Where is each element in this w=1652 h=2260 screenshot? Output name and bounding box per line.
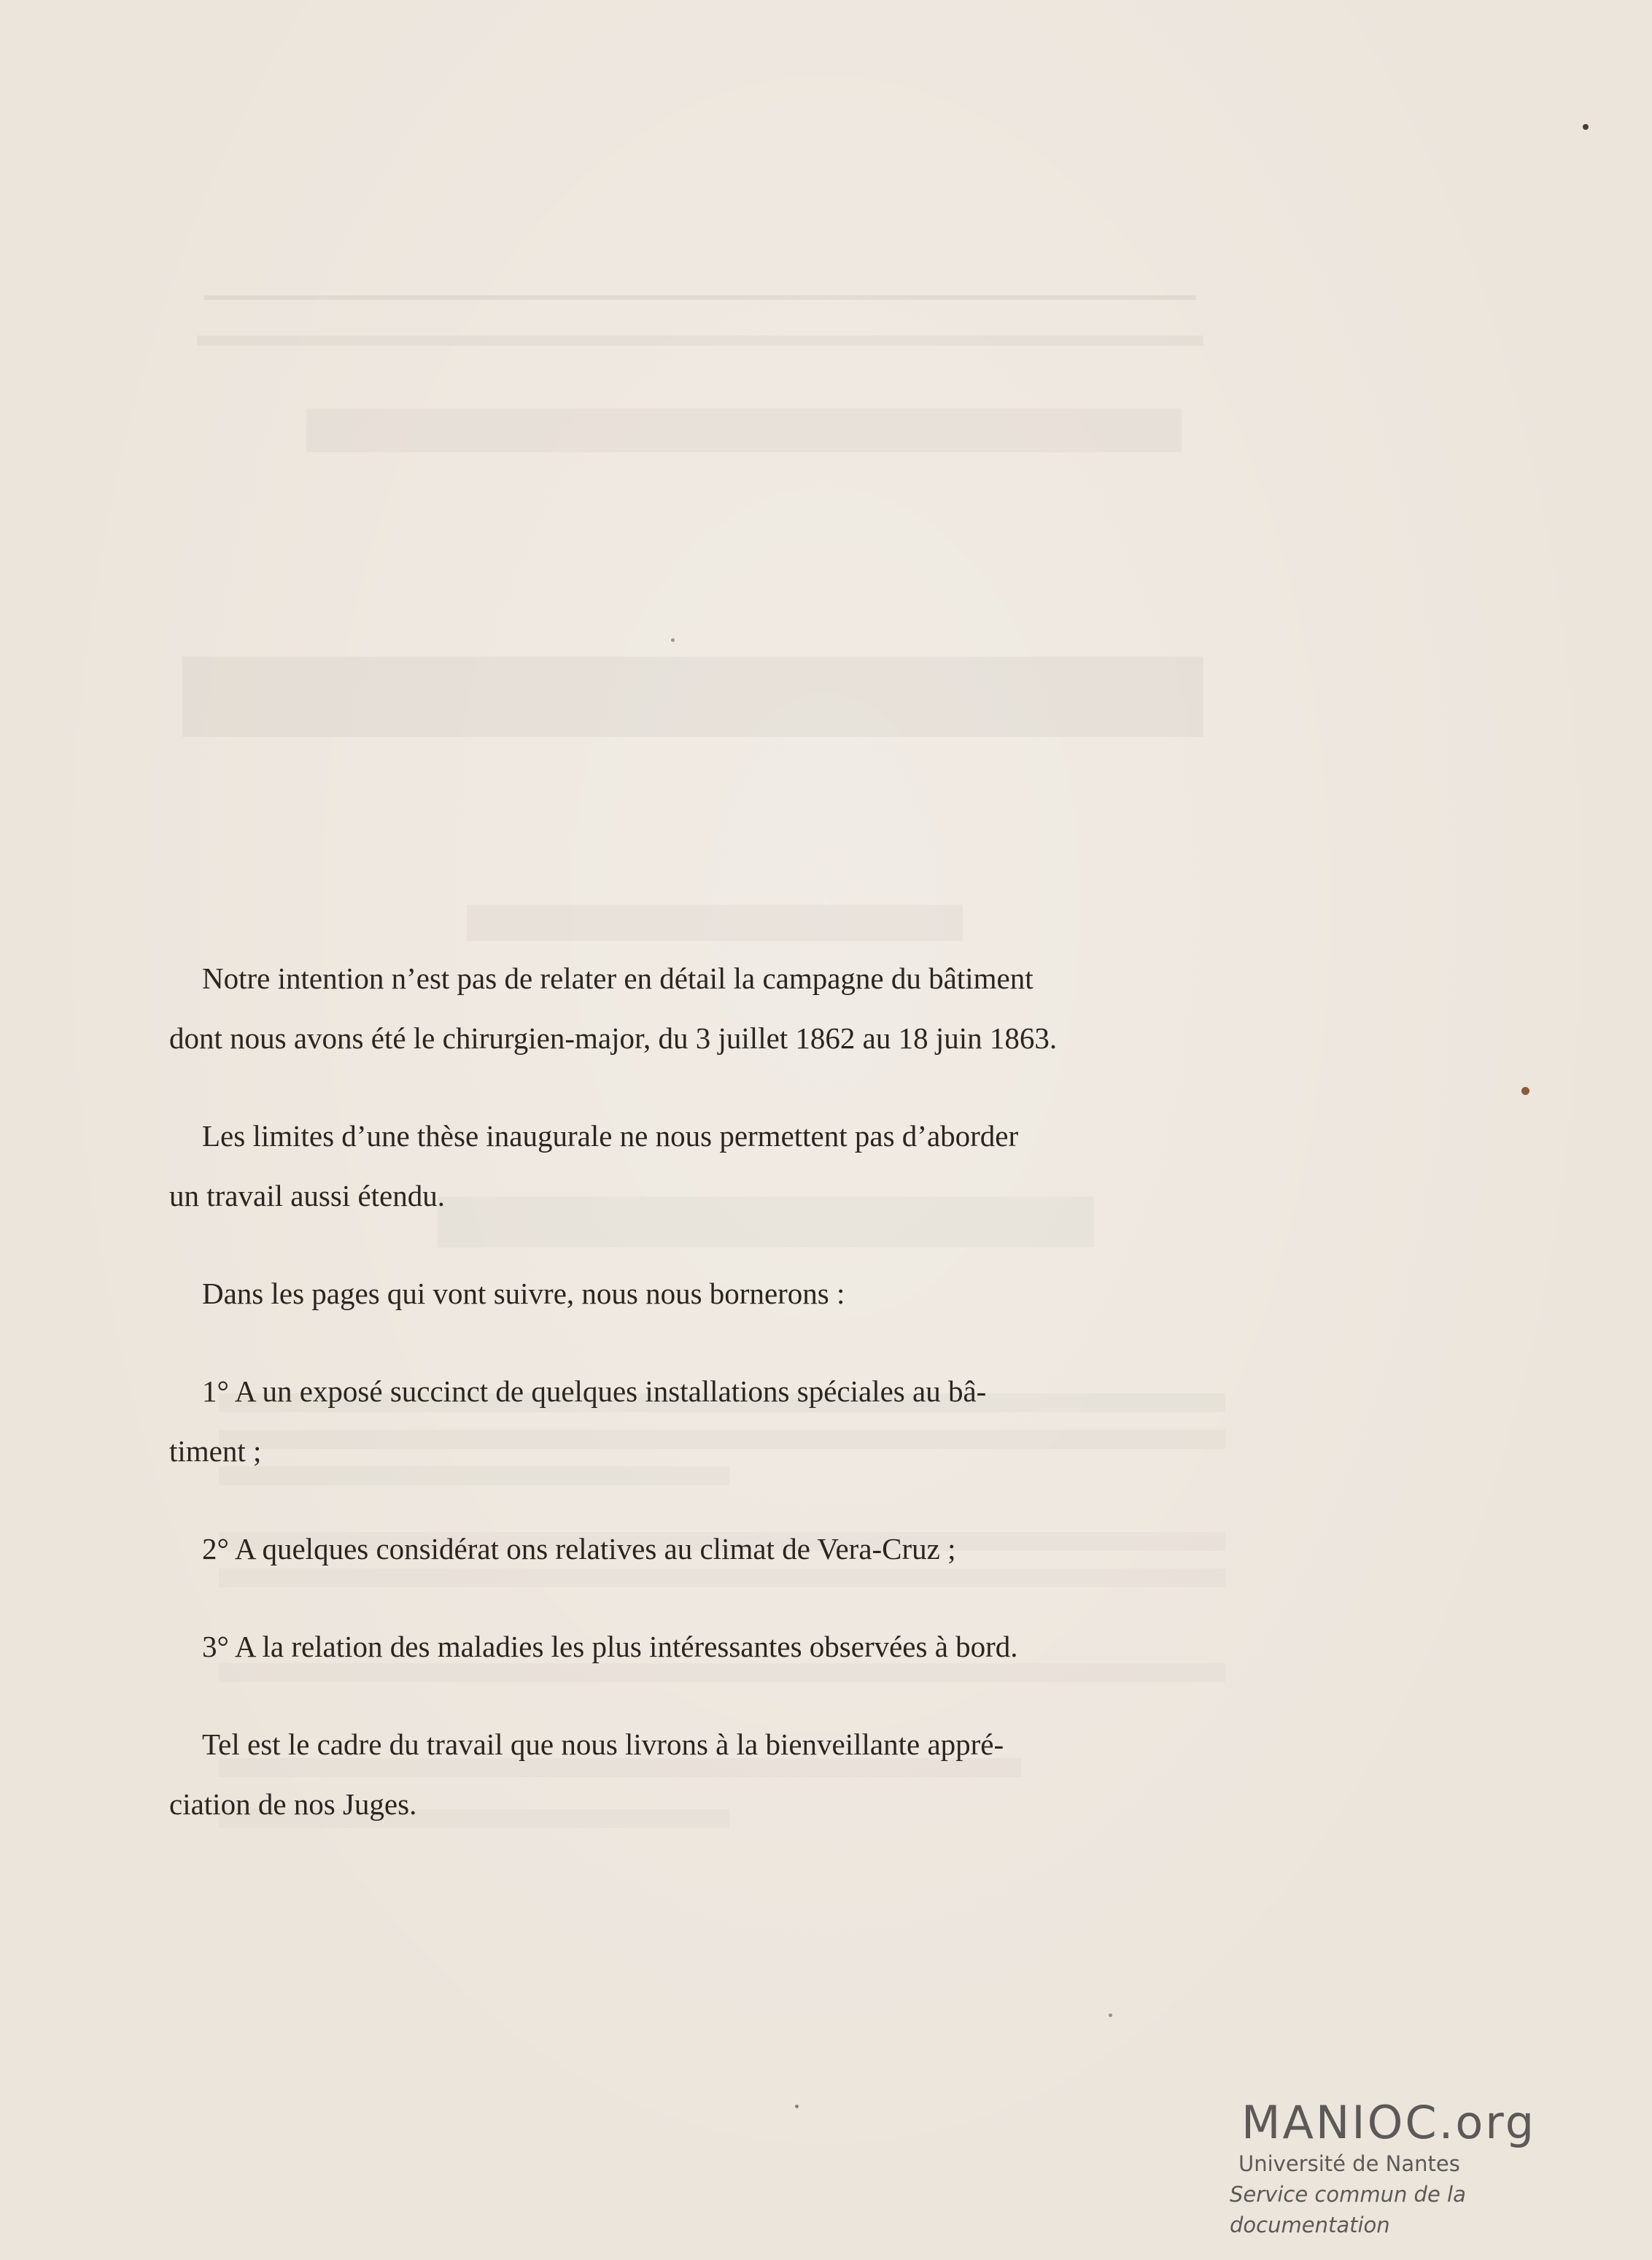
ghost-heading-band xyxy=(306,409,1182,452)
paper-speck xyxy=(1583,124,1589,130)
text-line: 1° A un exposé succinct de quelques installations spéciales au bâ- xyxy=(202,1374,987,1408)
ghost-heading-band xyxy=(182,657,1203,737)
list-item-2 xyxy=(169,1519,1205,1579)
list-item-3 xyxy=(169,1617,1205,1676)
paper-speck xyxy=(1521,1087,1529,1095)
paragraph-limits xyxy=(169,1106,1205,1226)
text-line: Les limites d’une thèse inaugurale ne nous permettent pas d’aborder xyxy=(202,1119,1019,1153)
text-line: 3° A la relation des maladies les plus intéressantes observées à bord. xyxy=(202,1630,1018,1663)
service-label: Service commun de la documentation xyxy=(1230,2182,1466,2237)
paper-speck xyxy=(1109,2013,1112,2017)
list-item-1 xyxy=(169,1361,1205,1481)
text-line: dont nous avons été le chirurgien-major, du 3 juillet 1862 au 18 juin 1863. xyxy=(169,1021,1058,1055)
text-line: Tel est le cadre du travail que nous livrons à la bienveillante appré- xyxy=(202,1727,1004,1761)
paper-speck xyxy=(795,2105,799,2108)
text-line: timent ; xyxy=(169,1434,262,1468)
paragraph-intro xyxy=(169,948,1205,1068)
paragraph-closing xyxy=(169,1714,1205,1834)
text-line: un travail aussi étendu. xyxy=(169,1179,446,1212)
body-text xyxy=(169,948,1205,1872)
text-line: ciation de nos Juges. xyxy=(169,1787,417,1821)
text-line: 2° A quelques considérat ons relatives au climat de Vera-Cruz ; xyxy=(202,1532,956,1566)
text-line: Notre intention n’est pas de relater en détail la campagne du bâtiment xyxy=(202,961,1034,995)
paper-speck xyxy=(671,638,675,642)
manioc-logo: MANIOC.org xyxy=(1241,2096,1537,2149)
ghost-heading-band xyxy=(467,905,963,941)
ghost-ornament-rule xyxy=(204,295,1196,300)
paragraph-pages xyxy=(169,1263,1205,1323)
institution-label: Université de Nantes xyxy=(1238,2151,1460,2176)
manioc-watermark xyxy=(1230,2097,1624,2240)
ghost-ornament-rule xyxy=(197,336,1203,346)
text-line: Dans les pages qui vont suivre, nous nous bornerons : xyxy=(202,1277,845,1310)
